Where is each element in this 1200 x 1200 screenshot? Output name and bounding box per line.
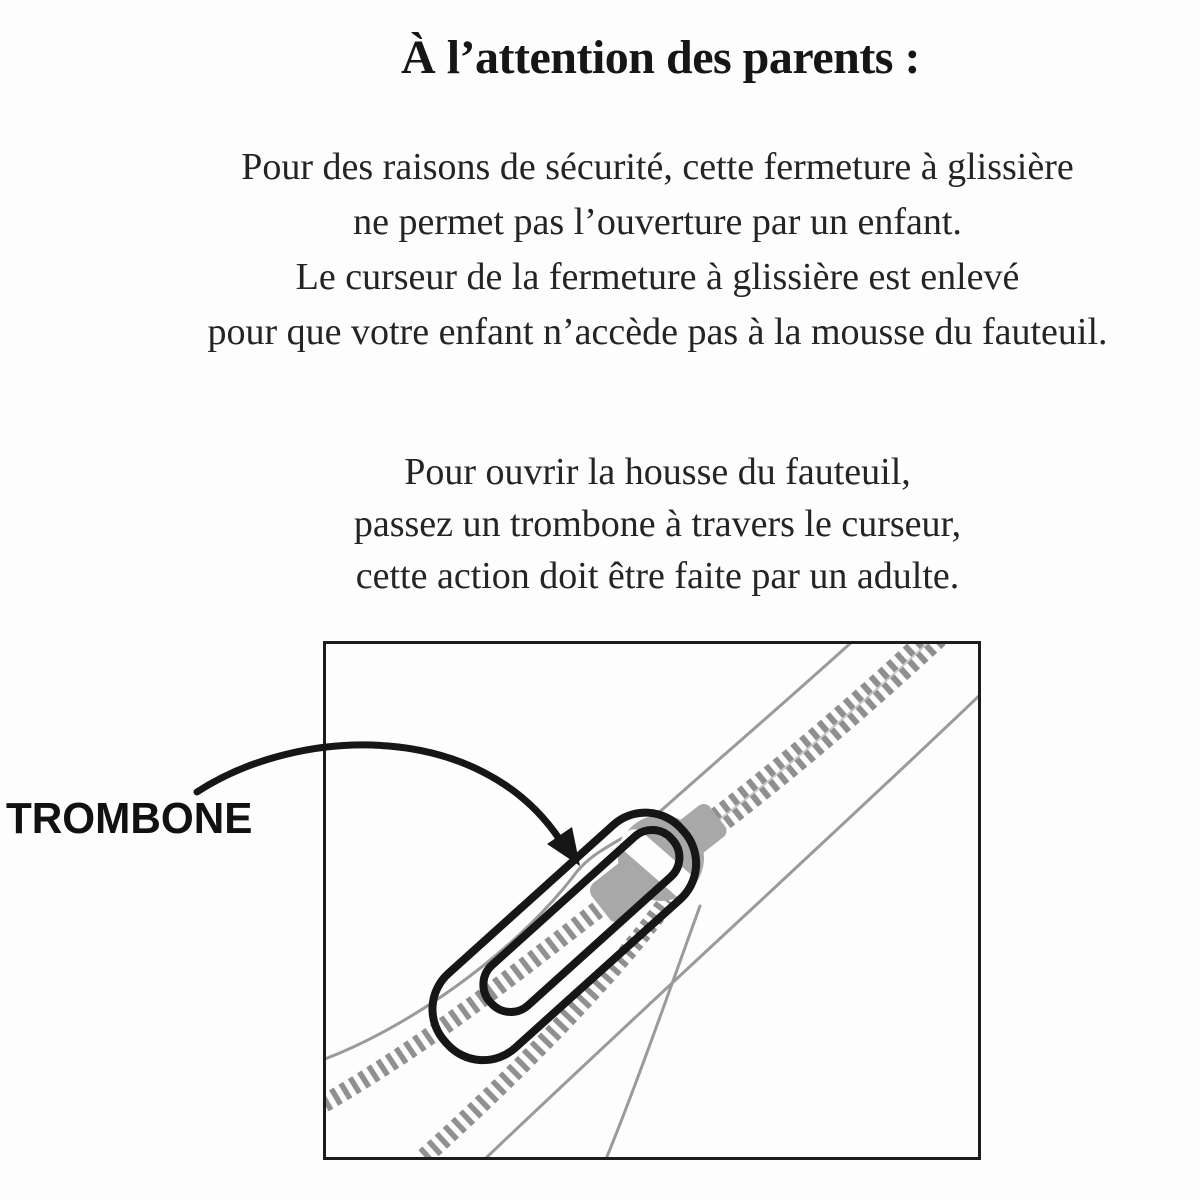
- page-title: À l’attention des parents :: [401, 31, 920, 84]
- safety-line-3: Le curseur de la fermeture à glissière est enlevé: [295, 256, 1020, 298]
- zipper-illustration: [326, 644, 978, 1157]
- opening-line-3: cette action doit être faite par un adulte.: [355, 555, 960, 597]
- trombone-label: TROMBONE: [6, 794, 253, 843]
- safety-line-4: pour que votre enfant n’accède pas à la mousse du fauteuil.: [207, 311, 1108, 353]
- opening-line-1: Pour ouvrir la housse du fauteuil,: [404, 451, 911, 493]
- safety-paragraph: [60, 140, 1200, 360]
- opening-instructions-paragraph: [60, 446, 1200, 602]
- safety-line-2: ne permet pas l’ouverture par un enfant.: [353, 201, 962, 243]
- opening-line-2: passez un trombone à travers le curseur,: [353, 503, 962, 545]
- safety-line-1: Pour des raisons de sécurité, cette fermeture à glissière: [241, 146, 1074, 188]
- paperclip-drawing: [413, 793, 716, 1080]
- zipper-tape-edges: [326, 644, 978, 1157]
- zipper-diagram-box: [323, 641, 981, 1160]
